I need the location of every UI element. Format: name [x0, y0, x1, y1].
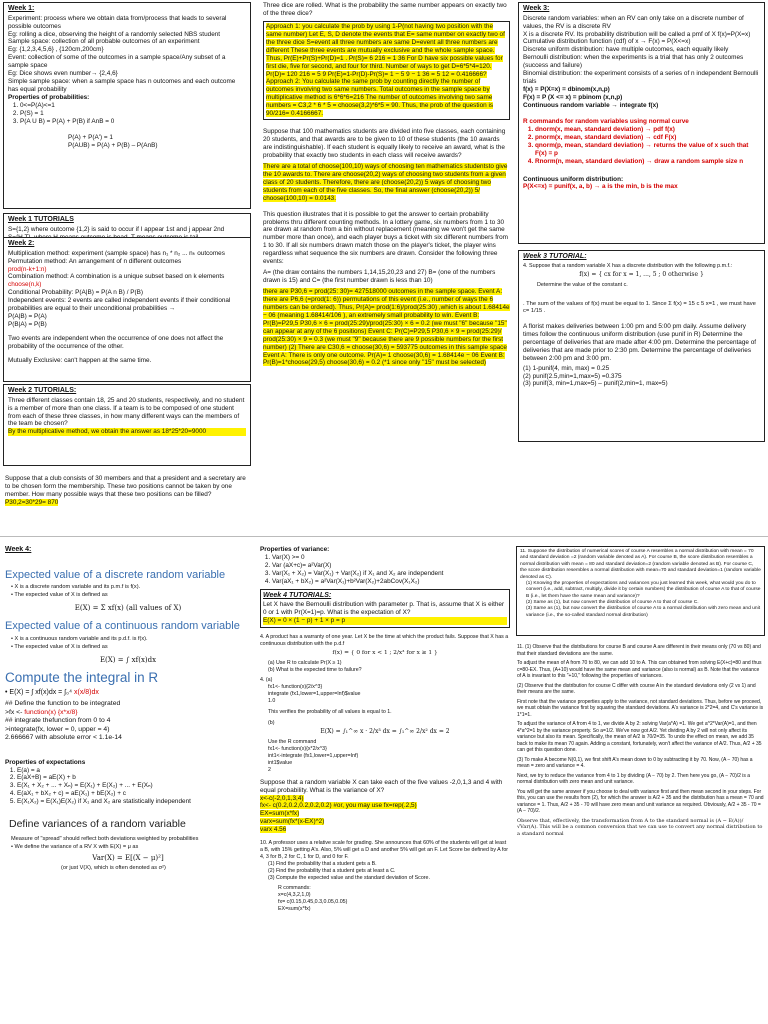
class-answer: By the multiplicative method, we obtain the answer as 18*25*20=9000 [8, 428, 246, 436]
math-answer: There are a total of choose(100,10) ways of choosing ten mathematics studentsto give the 10 awards to. There are choose(20,2) ways of choosing two students from a given class of 20 students. Therefore, there are (choose(20,2)) 5 ways of choosing two students from each of the five classes. So, the final answer (choose(20,2)) 5/ choose(100,10) = 0.0143. [263, 162, 508, 202]
prop-item: 2. P(S) = 1 [20, 110, 246, 118]
answer-paragraph: (2) Observe that the distribution for course C differ with course A in the standard deviations only (2 vs 1) and their means are the same. [517, 682, 756, 695]
combination-def: Combination method: A combination is a unique subset based on k elements [8, 273, 225, 281]
tutorial-line: S={1,2} where outcome {1,2} is said to occur if I appear 1st and j appear 2nd [8, 225, 225, 233]
binom-pmf: f(x) = P(X=x) = dbinom(x,n,p) [523, 86, 610, 94]
cud-formula: P(X<=x) = punif(x, a, b) → a is the min, b is the max [523, 183, 678, 191]
q4-text: 4. A product has a warranty of one year. Let X be the time at which the product fails. Suppose that X has a continuous distribution with the p.d.f [260, 634, 509, 648]
event-eg: Eg: Dice shows even number→ {2,4,6} [8, 70, 118, 78]
q11-box [516, 546, 765, 636]
math-question: Suppose that 100 mathematics students are divided into five classes, each containing 20 students, and that awards are to be given to 10 of these students (the 10 awards are indistinguishable). If each student is equally likely to receive an award, what is the probability that exactly two students in each class will receive awards? [263, 128, 506, 159]
week1-tutorial-title: Week 1 TUTORIALS [8, 216, 74, 223]
multiplication-def: Multiplication method: experiment (sample space) has n₁ * n₂ ... nₖ outcomes [8, 249, 225, 257]
code-integrate: >integrate(fx, lower = 0, upper = 4) [5, 725, 110, 733]
drv-def: Discrete random variables: when an RV can only take on a discrete number of values, the RV is a discrete RV [523, 14, 744, 30]
variance-text: Measure of "spread" should reflect both deviations weighted by probabilities [11, 836, 199, 843]
bernoulli-answer: E(X) = 0 × (1 − p) + 1 × p = p [263, 617, 507, 625]
code-comment: ## integrate thefunction from 0 to 4 [5, 717, 111, 725]
code-line: 1.0 [268, 697, 276, 704]
q5-line: x<-c(-2,0,1,3,4) [260, 794, 304, 802]
lottery-answer: there are P30,6 = prod(25: 30)= 427518000 outcomes in the sample space. Event A: there are P6,6 (=prod(1: 6)) permutations of this event (i.e., number of ways the 6 numbers can be ordered). Thus, Pr(A)= prod(1:6)/prod(25:30) ,which is about 1.68414e − 06 (meaning 1.68414/106 ), an extremely small probability to win. Event B: Pr(B)=P29,5 P30,6 × 6 = prod(25:29)/prod(25:30) × 6 = 0.2 (we must "6" because "15" can appear at any of the 6 positions) Event C: Pr(C)=P29,5 P30,6 × 9 = prod(25:29)/ prod(25:30) × 9 = 0.3 (we must "9" because there are 9 possible numbers for the first number) (2) There are C30,6 = choose(30,6) = 593775 outcomes in this sample space Event A: There is only one outcome. Pr(A)= 1 choose(30,6) = 1.68414e − 06 Event B: Pr(B)=1*choose(29,5) choose(30,6) = 0.2 (*1 since only "15" must be selected) [263, 288, 510, 367]
code-result: 2.666667 with absolute error < 1.1e-14 [5, 734, 122, 742]
answer-paragraph: You will get the same answer if you choose to deal with variance first and then mean second in your steps. For this, you can use the results from (2), for which the answer is A/2 + 35 and the distribution has a mean = 70 and variance = 1. Thus, A/2 + 35 - 70 will have zero mean and unit variance as required. Obviously, A/2 + 35 - 70 = (A − 70)/2. [517, 788, 764, 814]
cdf-def: Cumulative distribution function (cdf) of x → F(x) = P(X<=x) [523, 38, 691, 46]
q11-answers [517, 644, 764, 1022]
pv-item: 3. Var(X₁ + X₂) = Var(X₁) + Var(X₂) if X₁ and X₂ are independent [272, 570, 510, 578]
week3-title: Week 3: [523, 5, 550, 12]
verify-text: This verifies the probability of all values is equal to 1. [268, 708, 392, 715]
simple-space-def: Simple sample space: when a sample space has n outcomes and each outcome has equal probability [8, 78, 236, 94]
union-formula: P(AUB) = P(A) + P(B) – P(AnB) [68, 141, 158, 149]
pe-title: Properties of expectations [5, 758, 86, 766]
rcmd-item: 3. qnorm(p, mean, standard deviation) → returns the value of x such that F(x) = p [535, 142, 760, 158]
cud-title: Continuous uniform distribution: [523, 175, 624, 183]
variance-note: (or just V(X), which is often denoted as σ²) [61, 865, 166, 872]
florist-answer: (3) punif(3, min=1,max=5) – punif(2,min=1, max=5) [523, 380, 668, 388]
week2-tutorial-box [3, 384, 251, 466]
experiment-eg: Eg: rolling a dice, observing the height of a randomly selected NBS student [8, 30, 221, 38]
q11-item: (1) Knowing the properties of expectations and variances you just learned this week, what would you do to convert (i.e., add, subtract, multiply, divide it by certain numbers) the distribution of course A to that of course B (i.e., let them have the same mean and variance)? [526, 580, 761, 599]
code-function: function(x) {x*x/8} [24, 708, 78, 716]
week1-box [3, 2, 251, 209]
page-divider [0, 536, 768, 537]
answer-paragraph: First note that the variance properties apply to the variance, not standard deviations. Thus, before we proceed, we must obtain the variance first by squaring the standard deviations. A's variance is 2*2=4, and C's variance is 1*1=1. [517, 698, 764, 718]
integral-heading: Compute the integral in R [5, 669, 159, 685]
variance-heading: Define variances of a random variable [9, 818, 186, 831]
week4-title: Week 4: [5, 546, 32, 553]
club-answer: P30,2=30*29= 870 [5, 498, 59, 506]
ev-continuous-formula: E(X) = ∫ xf(x)dx [99, 655, 157, 664]
r-cmd: R commands: [278, 885, 311, 892]
dice-answer: Approach 1: you calculate the prob by using 1-P(not having two position with the same number) Let E, S, D denote the events that E= same number on exactly two of the three dice S=event all three numbers are same D=event all three numbers are different These three events are mutually exclusive and the whole sample space. Thus, Pr(E)+Pr(S)+Pr(D)=1 . Pr(S)= 6 216 = 1 36 For D have six possible values for first die, five for second, and four for third. Number of ways to get D=6*5*4=120. Pr(D)= 120 216 = 5 9 Pr(E)=1-Pr(D)-Pr(S)= 1 − 5 9 − 1 36 = 5 12 = 0.416666? Approach 2: You calculate the same prob by counting directly the number of outcomes involving two same numbers. Total outcomes in the sample space by multiplicative method is 6*6*6=216 The number of outcomes involving two same numbers = C3,2 * 6 * 5 = choose(3,2)*6*5 = 90. Thus, the prob of the question is 90/216= 0.4166667. [266, 22, 505, 118]
prop-item: 3. P(A U B) = P(A) + P(B) if AnB = 0 [20, 118, 246, 126]
answer-paragraph: Observe that, effectively, the transformation from A to the standard normal is (A − E(A))/√Var(A). This will be a common conversion that we can use to convert any normal distribution to a standard normal [517, 817, 763, 837]
pv-title: Properties of variance: [260, 546, 330, 553]
crv-def: Continuous random variable → integrate f(x) [523, 101, 659, 109]
ev-continuous-heading: Expected value of a continuous random variable [5, 620, 240, 633]
rcmd-item: 1. dnorm(x, mean, standard deviation) → pdf f(x) [535, 126, 760, 134]
rcmd-title: R commands for random variables using normal curve [523, 117, 689, 125]
pba: P(B|A) = P(B) [8, 321, 47, 329]
independent-def: Independent events: 2 events are called independent events if their conditional probabilities are equal to their unconditional probabilities → [8, 297, 231, 313]
bernoulli-question: Let X have the Bernoulli distribution with parameter p. That is, assume that X is either 0 or 1 with Pr(X=1)=p. What is the expectation of X? [263, 601, 505, 617]
answer-paragraph: To adjust the mean of A from 70 to 80, we can add 10 to A. This can obtained from solving E(X+c)=80 and thus c=80-EX. Thus, (A+10) would have the same mean and variance (also is normal) as B. Note that the variance of A is invariant to this "+10," following the properties of variances. [517, 660, 762, 679]
week2-title: Week 2: [8, 240, 35, 247]
code-line: 2 [268, 766, 271, 773]
permutation-def: Permutation method: An arrangement of n different outcomes [8, 257, 182, 265]
q11-item: (2) Same as (1), but now convert the distribution of course A to that of course C. [526, 600, 699, 605]
two-independent: Two events are independent when the occurrence of one does not affect the probability of the occurrence of the other. [8, 335, 224, 350]
pv-item: 2. Var (aX+c)= a²Var(X) [272, 562, 510, 570]
week2-box [3, 237, 251, 382]
q5-line: varx 4.56 [260, 826, 287, 834]
q5-answer [260, 795, 510, 835]
answer-paragraph: (3) To make A become N(0,1), we first shift A's mean down to 0 by subtracting it by 70. Now, (A − 70) has a mean = zero and variance = 4. [517, 756, 753, 769]
r-cmd: x=c(4,3,2,1,0) [278, 892, 311, 899]
experiment-def: Experiment: process where we obtain data from/process that leads to several possible outcomes [8, 14, 227, 30]
week3-tutorial-box [518, 250, 765, 442]
q4-part: (a) Use R to calculate Pr(X ≥ 1) [268, 660, 342, 667]
week3-tutorial-title: Week 3 TUTORIAL: [523, 253, 587, 260]
pv-item: 1. Var(X) >= 0 [272, 554, 510, 562]
q11-text: 11. Suppose the distribution of numerical scores of course A resembles a normal distribution with mean = 70 and standard deviation =2 (random variable denoted as A). For course B, the score distribution resembles a normal distribution with mean = 80 and standard deviation=2 (random variable denoted as B). For course C, the score distribution resembles a normal distribution with mean=70 and standard deviation=1 (random variable denoted as C). [520, 549, 761, 580]
code-line: integrate (fx1,lower=1,upper=Inf)$value [268, 690, 361, 697]
q4-block [260, 634, 510, 773]
q4-pdf: f(x) = { 0 for x < 1 ; 2/x³ for x ≥ 1 } [332, 649, 438, 656]
answer-paragraph: To adjust the variance of A from 4 to 1, we divide A by 2: solving Var(a*A) =1. We get a^2*Var(A)=1, and then 4*a^2=1 by the variance property. So a=1/2. We've now got A/2. Yet dividing A by 2 will not only affect its variance but also its mean. Specifically, the mean of A/2 is 70/2=35. To undo the effect on mean, we add 35 back to make its mean 70 again. Adding a constant, fortunately, won't affect the variance of A/2. Thus, A/2 + 35 can get this question done. [517, 721, 762, 753]
variance-text: • We define the variance of a RV X with E(X) = μ as [11, 844, 139, 851]
week4-column [5, 546, 251, 1022]
mutual-exclusive: Mutually Exclusive: can't happen at the same time. [8, 356, 152, 364]
dice-question: Three dice are rolled. What is the probability the same number appears on exactly two of the three dice? [263, 2, 507, 17]
pv-list [260, 554, 510, 586]
q10-item: (3) Compute the expected value and the standard deviation of Score. [268, 874, 430, 881]
pab: P(A|B) = P(A) [8, 313, 47, 321]
conditional-def: Conditional Probability: P(A|B) = P(A n B) / P(B) [8, 289, 144, 297]
lottery-question: This question illustrates that it is possible to get the answer to certain probability problems thru different counting methods. In a lottery game, six numbers from 1 to 30 are drawn at random from a bin without replacement (meaning we won't get the same number more than once), and each player buys a ticket with six different numbers from 1 to 30. If all six numbers drawn match those on the player's ticket, the player wins regardless what sequence the six numbers are drawn. Consider the following three events: [263, 210, 508, 266]
q5-text: Suppose that a random variable X can take each of the five values -2,0,1,3 and 4 with equal probability. What is the variance of X? [260, 778, 503, 794]
ev-bullet: • The expected value of X is defined as [11, 592, 108, 599]
rcmd-list [523, 126, 760, 166]
club-question: Suppose that a club consists of 30 members and that a president and a secretary are to be chosen form the membership. These two positions cannot be taken by one member. How many possible ways that these two positions can be filled? [5, 475, 246, 498]
q4-part: (b) What is the expected time to failure? [268, 667, 362, 674]
q10-text: 10. A professor uses a relative scale for grading. She announces that 60% of the students will get at least a B, with 15% getting A's. Also, 5% will get a D and another 5% will get an F. Let Score be defined by A for 4, 3 for B, 2 for C, 1 for D, and 0 for F. [260, 840, 509, 860]
q4-b-label: (b) [268, 719, 275, 726]
variance-formula: Var(X) = E[(X − μ)²] [92, 854, 164, 863]
r-cmd: fx= c(0.15,0.45,0.3,0.05,0.05) [278, 899, 348, 906]
q4-a-label: 4. (a) [260, 677, 273, 684]
ev-bullet: • The expected value of X is defined as [11, 643, 108, 650]
integral-ex-left: • E(X) = ∫ xf(x)dx = ∫₀⁴ [5, 689, 74, 697]
ev-discrete-formula: E(X) = Σ xf(x) (all values of X) [74, 604, 182, 613]
binom-cdf: F(x) = P (X <= x) = pbinom (x,n,p) [523, 94, 623, 102]
q5-line: fx<- c(0.2,0.2,0.2,0.2,0.2) #or, you may use fx=rep(.2,5) [260, 802, 417, 810]
pmf-def: X is a discrete RV. Its probability distribution will be called a pmf of X f(x)=P(X=x) [523, 30, 751, 38]
code-line: fx1<- function(x){2/x^3} [268, 684, 323, 691]
binom-def: Binomial distribution: the experiment consists of a series of n independent Bernoulli trials [523, 70, 759, 86]
code-line: int1$value [268, 759, 293, 766]
pe-item: 2. E(aX+B) = aE(X) + b [17, 774, 251, 782]
r-title: Use the R command [268, 739, 317, 746]
props-title: Properties of probabilities: [8, 94, 90, 102]
q10-block [260, 840, 510, 913]
props-list [8, 102, 246, 126]
bern-def: Bernoulli distribution: when the experiments is a trial that has only 2 outcomes (success and failure) [523, 54, 744, 70]
answer-paragraph: Next, we try to reduce the variance from 4 to 1 by dividing (A − 70) by 2. Then here you go, (A − 70)/2 is a normal distribution with zero mean and unit variance. [517, 772, 751, 785]
r-cmd: EX=sum(x*fx) [278, 906, 311, 913]
florist-question: A florist makes deliveries between 1:00 pm and 5:00 pm daily. Assume delivery times follow the continuous uniform distribution (use punif in R) Determine the percentage of deliveries that are made after 4:00 pm. Determine the percentage of deliveries that are made prior to 2:30 pm. Determine the percentage of deliveries between 2:00 pm and 3:00 pm. [523, 322, 757, 362]
rcmd-item: 2. pnorm(x, mean, standard deviation) → cdf F(x) [535, 134, 760, 142]
q11-item: (3) Same as (1), but now convert the distribution of course A to a normal distribution with zero mean and unit variance (i.e., the so-called standard normal distribution) [526, 606, 761, 618]
expected-integral: E(X) = ∫₁^∞ x · 2/x³ dx = ∫₁^∞ 2/x² dx = 2 [320, 728, 450, 736]
col2-top [263, 2, 510, 522]
code-line: int1<-integrate (fx1,lower=1,upper=Inf) [268, 753, 359, 759]
sample-space-def: Sample space: collection of all probable outcomes of an experiment [8, 38, 200, 46]
pe-item: 1. E(a) = a [17, 767, 251, 775]
q4-determine: Determine the value of the constant c. [537, 281, 628, 288]
q5-line: varx=sum(fx*(x-EX)^2) [260, 818, 325, 826]
week4-tutorial-title: Week 4 TUTORIALS: [263, 591, 332, 599]
ev-bullet: • X is a discrete random variable and its p.m.f is f(x). [11, 584, 141, 591]
col2-bottom [260, 546, 510, 1022]
lottery-events: A= (the draw contains the numbers 1,14,15,20,23 and 27) B= (one of the numbers drawn is 15) and C= (the first number drawn is less than 10) [263, 269, 496, 285]
week3-box [518, 2, 765, 244]
week4-tutorial-box [260, 589, 510, 628]
dud-def: Discrete uniform distribution: have multiple outcomes, each equally likely [523, 46, 729, 54]
prop-item: 1. 0<=P(A)<=1 [20, 102, 246, 110]
integral-ex [5, 689, 251, 698]
pe-item: 5. E(X₁X₂) = E(X₁)E(X₂) if X₁ and X₂ are statistically independent [17, 798, 251, 806]
event-def: Event: collection of some of the outcomes in a sample space/Any subset of a sample space [8, 54, 226, 70]
q4-text: 4. Suppose that a random variable X has a discrete distribution with the following p.m.f.: [523, 262, 733, 269]
florist-answer: (1) 1-punif(4, min, max) = 0.25 [523, 364, 610, 372]
q4-sum: . The sum of the values of f(x) must be equal to 1. Since Σ f(x) = 15 c 5 x=1 , we must have c= 1/15 . [523, 300, 756, 314]
pe-item: 3. E(X₁ + X₂ + ... + Xₙ) = E(X₁) + E(X₂) + ... + E(Xₙ) [17, 782, 251, 790]
pe-item: 4. E(aX₁ + bX₂ + c) = aE(X₁) + bE(X₂) + c [17, 790, 251, 798]
q5-line: EX=sum(x*fx) [260, 810, 300, 818]
ev-discrete-heading: Expected value of a discrete random variable [5, 568, 226, 581]
rcmd-item: 4. Rnorm(n, mean, standard deviation) → draw a random sample size n [535, 158, 760, 166]
permutation-r: prod(n-k+1:n) [8, 265, 47, 273]
class-question: Three different classes contain 18, 25 and 20 students, respectively, and no student is a member of more than one class. If a team is to be composed of one student from each of these three classes, in how many different ways can the members of the team be chosen? [8, 396, 245, 428]
code-comment: ## Define the function to be integrated [5, 700, 121, 708]
combination-r: choose(n,k) [8, 281, 42, 289]
pe-list [5, 767, 251, 807]
q10-item: (2) Find the probability that a student gets at least a C. [268, 867, 396, 874]
complement-formula: P(A) + P(A') = 1 [68, 133, 113, 141]
florist-answer: (2) punif(2.5,min=1,max=5) =0.375 [523, 372, 622, 380]
dice-answer-box [263, 21, 510, 120]
integral-ex-right: x(x/8)dx [74, 689, 99, 697]
ev-bullet: • X is a continuous random variable and its p.d.f. is f(x). [11, 635, 148, 642]
answer-paragraph: 11. (1) Observe that the distributions for course B and course A are different in their means only (70 vs 80) and that their standard deviations are the same. [517, 644, 761, 657]
q4-pmf: f(x) = { cx for x = 1, ..., 5 ; 0 otherwise } [579, 271, 704, 279]
code-line: fx1<- function(x){x*2/x^3} [268, 746, 327, 753]
q10-item: (1) Find the probability that a student gets a B. [268, 860, 377, 867]
code-prompt: >fx <- [5, 708, 25, 716]
week2-tutorial-title: Week 2 TUTORIALS: [8, 387, 77, 394]
week1-title: Week 1: [8, 5, 35, 12]
pv-item: 4. Var(aX₁ + bX₂) = a²Var(X₁)+b²Var(X₂)+2abCov(X₁X₂) [272, 578, 510, 586]
club-question-block [5, 475, 249, 523]
sample-space-eg: Eg: {1,2,3,4,5,6} , {120cm,200cm} [8, 46, 104, 54]
